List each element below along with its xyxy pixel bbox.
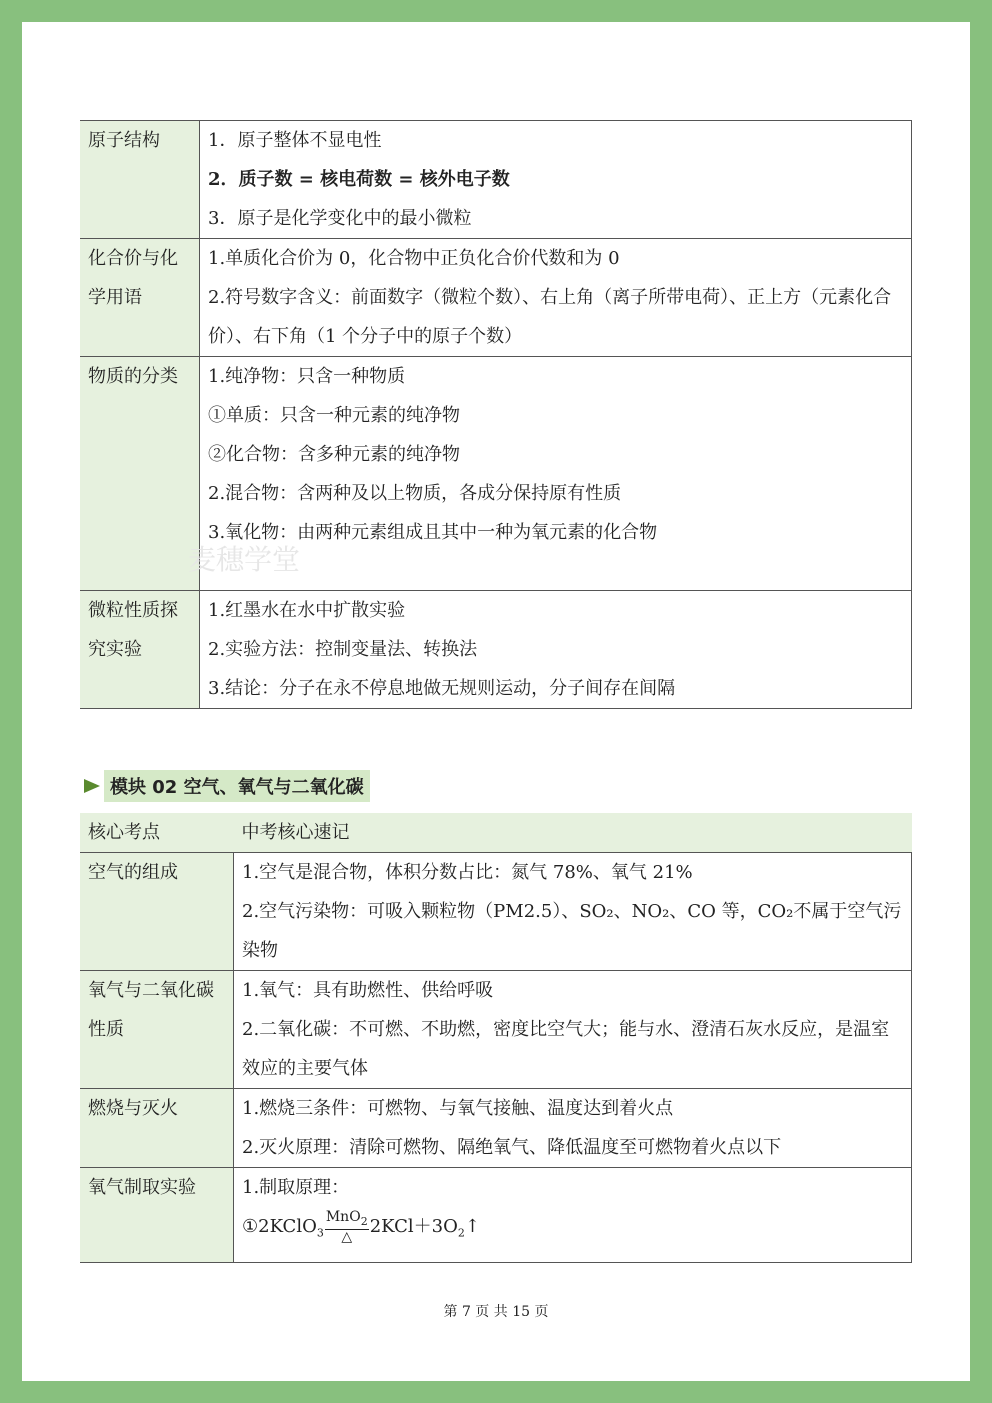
knowledge-table-2 [80,813,912,1263]
row-key: 氧气制取实验 [80,1168,234,1263]
table-row [80,1089,912,1168]
row-value: 1.氧气：具有助燃性、供给呼吸 2.二氧化碳：不可燃、不助燃，密度比空气大；能与水、澄清石灰水反应，是温室效应的主要气体 [234,971,912,1089]
row-value: 1.制取原理： ①2KClO$_3$ MnO$_2$ △ $2KCl+3O_2↑$ [234,1168,912,1263]
row-value: 1．原子整体不显电性 2．质子数 = 核电荷数 = 核外电子数 3．原子是化学变化中的最小微粒 [200,121,912,239]
column-header: 核心考点 [80,813,234,853]
row-key: 氧气与二氧化碳性质 [80,971,234,1089]
row-value: 1.空气是混合物，体积分数占比：氮气 78%、氧气 21% 2.空气污染物：可吸入颗粒物（PM2.5）、SO₂、NO₂、CO 等，CO₂不属于空气污染物 [234,853,912,971]
page [22,22,970,1381]
row-value: 1.单质化合价为 0，化合物中正负化合价代数和为 0 2.符号数字含义：前面数字（微粒个数）、右上角（离子所带电荷）、正上方（元素化合价）、右下角（1 个分子中的原子个数） [200,239,912,357]
row-key: 原子结构 [80,121,200,239]
page-footer: 第 7 页 共 15 页 [443,1304,549,1320]
module-heading [84,769,370,803]
row-key: 微粒性质探究实验 [80,591,200,709]
row-value: 1.红墨水在水中扩散实验 2.实验方法：控制变量法、转换法 3.结论：分子在永不停息地做无规则运动，分子间存在间隔 [200,591,912,709]
table-row [80,121,912,239]
chemical-equation: ①2KClO$_3$ MnO$_2$ △ $2KCl+3O_2↑$ [242,1209,480,1245]
table-header-row [80,813,912,853]
row-value: 1.纯净物：只含一种物质 ①单质：只含一种元素的纯净物 ②化合物：含多种元素的纯净物 2.混合物：含两种及以上物质，各成分保持原有性质 3.氧化物：由两种元素组成且其中一种为氧元素的化合物 [200,357,912,591]
column-header: 中考核心速记 [234,813,912,853]
table-row [80,971,912,1089]
row-key: 化合价与化学用语 [80,239,200,357]
arrow-icon [84,779,100,793]
table-row [80,239,912,357]
row-value: 1.燃烧三条件：可燃物、与氧气接触、温度达到着火点 2.灭火原理：清除可燃物、隔绝氧气、降低温度至可燃物着火点以下 [234,1089,912,1168]
row-key: 燃烧与灭火 [80,1089,234,1168]
module-title: 模块 02 空气、氧气与二氧化碳 [104,770,370,802]
row-key: 物质的分类 [80,357,200,591]
watermark: 麦穗学堂 [188,543,301,576]
table-row [80,591,912,709]
row-key: 空气的组成 [80,853,234,971]
table-row [80,853,912,971]
reaction-condition: MnO$_2$ △ [325,1209,368,1245]
knowledge-table-1 [80,120,912,709]
table-row [80,1168,912,1263]
